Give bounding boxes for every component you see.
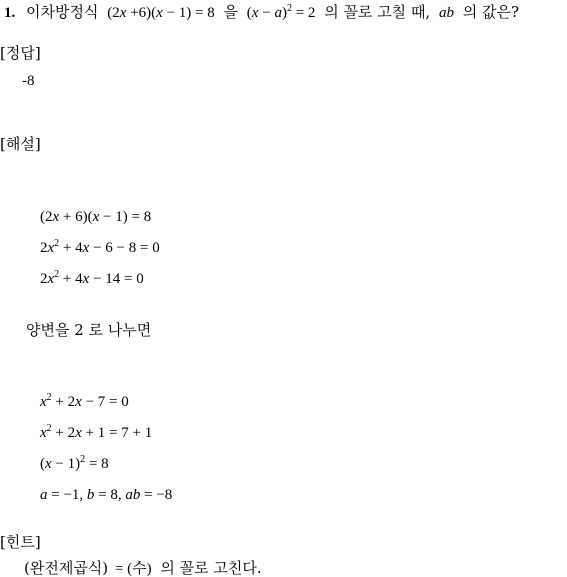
- question-line: [4, 5, 519, 21]
- answer-label: [정답]: [0, 44, 41, 62]
- solution-step-4: $x^2 + 2x - 7 = 0$: [40, 392, 129, 410]
- equation-original: (2x +6)(x − 1) = 8: [107, 5, 215, 21]
- solution-step-5: $x^2 + 2x + 1 = 7 + 1$: [40, 423, 153, 441]
- hint-label: [힌트]: [0, 533, 41, 551]
- question-text-2: 을: [223, 3, 239, 21]
- solution-step-3: $2x^2 + 4x - 14 = 0$: [40, 269, 144, 287]
- product-ab: ab: [438, 5, 454, 21]
- hint-text-2: 의 꼴로 고친다.: [160, 559, 262, 577]
- question-text-1: 이차방정식: [26, 3, 99, 21]
- equation-target: $(x - a)^2 = 2$: [246, 3, 316, 21]
- question-number: 1.: [4, 5, 16, 21]
- hint-text-1: (완전제곱식): [24, 559, 109, 577]
- solution-step-2: $2x^2 + 4x - 6 - 8 = 0$: [40, 238, 160, 256]
- solution-step-6: $(x - 1)^2 = 8$: [40, 454, 109, 472]
- hint-equals: = (수): [114, 561, 152, 577]
- hint-line: [24, 561, 262, 577]
- answer-value: -8: [22, 73, 35, 89]
- solution-step-7: a = −1, b = 8, ab = −8: [40, 487, 173, 503]
- solution-label: [해설]: [0, 135, 41, 153]
- solution-divide-text: 양변을 2 로 나누면: [26, 321, 152, 339]
- question-text-4: 의 값은?: [462, 3, 520, 21]
- question-text-3: 의 꼴로 고칠 때,: [324, 3, 431, 21]
- solution-step-1: (2x + 6)(x − 1) = 8: [40, 209, 152, 225]
